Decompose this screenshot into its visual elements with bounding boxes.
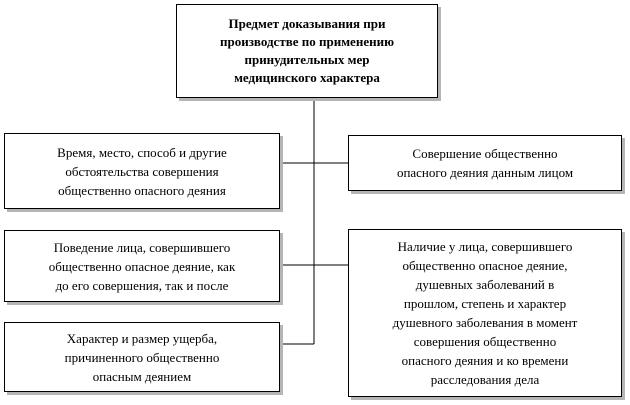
left-box-text: Время, место, способ и другие обстоятельства совершения общественно опасного деяния [57, 144, 227, 198]
right-box-text: Совершение общественно опасного деяния данным лицом [396, 146, 574, 180]
left-box-text: Поведение лица, совершившего общественно опасное деяние, как до его совершения, так и после [48, 239, 236, 293]
right-box-commission [348, 135, 622, 191]
root-text: Предмет доказывания при производстве по применению принудительных мер медицинского характера [219, 16, 394, 85]
right-box-text: Наличие у лица, совершившего общественно опасное деяние, душевных заболеваний в прошлом, степень и характер душевного заболевания в момент совершения общественно опасного деяния и ко времени расследования дела [392, 239, 578, 387]
left-box-time-place [4, 133, 280, 209]
root-box [176, 4, 438, 98]
left-box-behavior [4, 230, 280, 302]
right-box-mental-illness [348, 229, 622, 397]
left-box-text: Характер и размер ущерба, причиненного общественно опасным деянием [64, 330, 220, 384]
left-box-damage [4, 322, 280, 392]
